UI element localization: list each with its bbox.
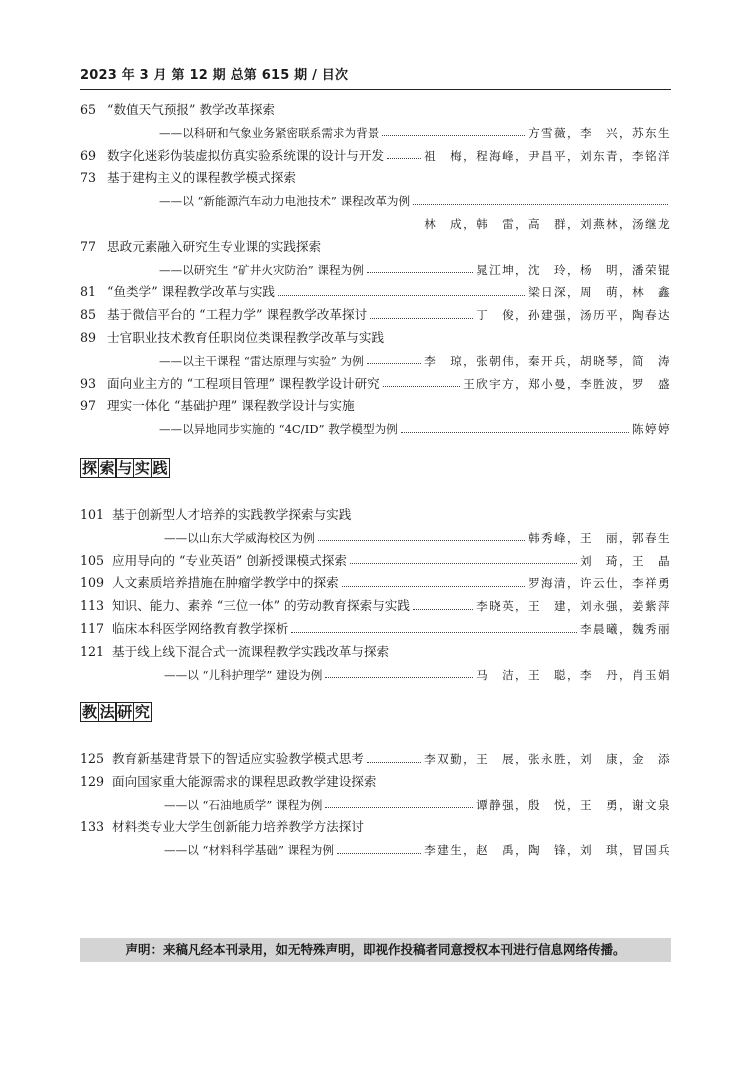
page-number: 97 bbox=[80, 398, 97, 414]
page-number: 113 bbox=[80, 598, 105, 614]
dot-leader bbox=[383, 386, 460, 387]
toc-entry bbox=[80, 305, 671, 325]
article-subtitle: ——以研究生 “矿井火灾防治” 课程为例 bbox=[159, 262, 364, 277]
article-title: 数字化迷彩伪装虚拟仿真实验系统课的设计与开发 bbox=[107, 147, 385, 163]
toc-entry bbox=[80, 282, 671, 302]
toc-entry bbox=[80, 505, 671, 525]
toc-entry bbox=[80, 573, 671, 593]
article-title: 基于微信平台的 “工程力学” 课程教学改革探讨 bbox=[107, 307, 368, 323]
dot-leader bbox=[325, 807, 473, 808]
article-authors: 陈婷婷 bbox=[632, 422, 671, 437]
article-authors: 李晓英，王 建，刘永强，姜紫萍 bbox=[476, 599, 671, 614]
toc-entry bbox=[80, 237, 671, 257]
page-number: 129 bbox=[80, 773, 105, 789]
article-authors: 梁日深，周 萌，林 鑫 bbox=[528, 285, 671, 300]
page-number: 77 bbox=[80, 238, 97, 254]
page-number: 125 bbox=[80, 751, 105, 766]
dot-leader bbox=[413, 204, 668, 205]
page-number: 117 bbox=[80, 621, 105, 636]
article-title: 思政元素融入研究生专业课的实践探索 bbox=[107, 238, 322, 254]
toc-entry-subtitle-row bbox=[80, 419, 671, 439]
section-heading-char: 教 bbox=[82, 703, 98, 721]
page-number: 105 bbox=[80, 552, 105, 568]
section-heading-char: 实 bbox=[134, 459, 150, 477]
dot-leader bbox=[367, 762, 421, 763]
toc-entry-subtitle-row bbox=[80, 528, 671, 548]
article-title: 材料类专业大学生创新能力培养教学方法探讨 bbox=[112, 819, 364, 835]
article-title: 基于建构主义的课程教学模式探索 bbox=[107, 170, 296, 186]
toc-entry-subtitle-row bbox=[80, 191, 671, 211]
article-authors: 祖 梅，程海峰，尹昌平，刘东青，李铭洋 bbox=[424, 148, 671, 163]
dot-leader bbox=[413, 609, 473, 610]
section-heading bbox=[80, 458, 168, 478]
page-number: 121 bbox=[80, 643, 105, 659]
toc-entry-subtitle-row bbox=[80, 123, 671, 143]
page-number: 93 bbox=[80, 375, 97, 391]
article-title: 人文素质培养措施在肿瘤学教学中的探索 bbox=[112, 575, 339, 591]
section-heading-char: 与 bbox=[117, 459, 133, 477]
dot-leader bbox=[370, 318, 473, 319]
article-subtitle: ——以 “材料科学基础” 课程为例 bbox=[164, 843, 334, 858]
page-number: 89 bbox=[80, 330, 97, 345]
article-title: 基于线上线下混合式一流课程教学实践改革与探索 bbox=[112, 643, 390, 659]
dot-leader bbox=[401, 432, 629, 433]
article-authors: 罗海清，许云仕，李祥勇 bbox=[528, 576, 671, 591]
toc-entry bbox=[80, 146, 671, 166]
section-heading-char: 践 bbox=[152, 459, 168, 477]
toc-entry bbox=[80, 100, 671, 120]
article-subtitle: ——以 “石油地质学” 课程为例 bbox=[164, 797, 323, 812]
page-number: 65 bbox=[80, 102, 97, 117]
toc-entry-subtitle-row bbox=[80, 665, 671, 685]
section-heading bbox=[80, 702, 151, 722]
dot-leader bbox=[318, 540, 525, 541]
article-authors: 谭静强，殷 悦，王 勇，谢文泉 bbox=[476, 797, 671, 812]
article-subtitle: ——以 “新能源汽车动力电池技术” 课程改革为例 bbox=[159, 194, 411, 209]
dot-leader bbox=[342, 586, 525, 587]
toc-entry-subtitle-row bbox=[80, 260, 671, 280]
toc-entry-subtitle-row bbox=[80, 795, 671, 815]
toc-entry bbox=[80, 551, 671, 571]
article-subtitle: ——以科研和气象业务紧密联系需求为背景 bbox=[159, 125, 380, 140]
article-title: 应用导向的 “专业英语” 创新授课模式探索 bbox=[112, 552, 347, 568]
toc-entry-subtitle-row bbox=[80, 840, 671, 860]
toc-entry bbox=[80, 374, 671, 394]
page-number: 109 bbox=[80, 575, 105, 591]
toc-entry bbox=[80, 396, 671, 416]
article-title: 教育新基建背景下的智适应实验教学模式思考 bbox=[112, 751, 364, 766]
section-heading-char: 研 bbox=[117, 703, 133, 721]
article-authors: 刘 琦，王 晶 bbox=[580, 553, 671, 568]
dot-leader bbox=[291, 632, 577, 633]
page-number: 69 bbox=[80, 147, 97, 163]
header-rule bbox=[80, 89, 671, 90]
toc-entry bbox=[80, 817, 671, 837]
toc-entry bbox=[80, 168, 671, 188]
article-subtitle: ——以山东大学威海校区为例 bbox=[164, 530, 315, 545]
article-authors: 王欣宇方，郑小曼，李胜波，罗 盛 bbox=[463, 376, 671, 391]
article-authors: 马 洁，王 聪，李 丹，肖玉娟 bbox=[476, 667, 671, 682]
article-title: 士官职业技术教育任职岗位类课程教学改革与实践 bbox=[107, 330, 385, 345]
article-authors: 李 琼，张朝伟，秦开兵，胡晓琴，简 涛 bbox=[424, 353, 671, 368]
page-number: 101 bbox=[80, 507, 105, 522]
article-subtitle: ——以主干课程 “雷达原理与实验” 为例 bbox=[159, 353, 364, 368]
toc-entry-subtitle-row bbox=[80, 351, 671, 371]
toc-entry bbox=[80, 619, 671, 639]
dot-leader bbox=[367, 363, 421, 364]
article-title: 基于创新型人才培养的实践教学探索与实践 bbox=[112, 507, 352, 522]
article-authors: 李建生，赵 禹，陶 锋，刘 琪，冒国兵 bbox=[424, 843, 671, 858]
page-number: 133 bbox=[80, 819, 105, 835]
running-header: 2023 年 3 月 第 12 期 总第 615 期 / 目次 bbox=[80, 68, 349, 83]
dot-leader bbox=[278, 295, 525, 296]
dot-leader bbox=[382, 135, 525, 136]
article-title: 知识、能力、素养 “三位一体” 的劳动教育探索与实践 bbox=[112, 598, 410, 614]
page-number: 85 bbox=[80, 307, 97, 323]
article-title: “数值天气预报” 教学改革探索 bbox=[107, 102, 276, 117]
article-authors: 丁 俊，孙建强，汤历平，陶春达 bbox=[476, 308, 671, 323]
section-heading-char: 法 bbox=[99, 703, 115, 721]
toc-entry bbox=[80, 642, 671, 662]
dot-leader bbox=[367, 272, 473, 273]
section-heading-char: 究 bbox=[134, 703, 150, 721]
dot-leader bbox=[387, 158, 421, 159]
page-number: 81 bbox=[80, 284, 97, 300]
dot-leader bbox=[350, 563, 577, 564]
toc-entry bbox=[80, 328, 671, 348]
page-number: 73 bbox=[80, 170, 97, 186]
copyright-notice: 声明：来稿凡经本刊录用，如无特殊声明，即视作投稿者同意授权本刊进行信息网络传播。 bbox=[80, 938, 671, 962]
article-subtitle: ——以异地同步实施的 “4C/ID” 教学模型为例 bbox=[159, 422, 398, 437]
dot-leader bbox=[337, 853, 421, 854]
article-authors: 林 成，韩 雷，高 群，刘燕林，汤继龙 bbox=[424, 217, 671, 231]
toc-entry bbox=[80, 772, 671, 792]
article-authors: 李双勤，王 展，张永胜，刘 康，金 添 bbox=[424, 752, 671, 766]
article-authors: 晁江坤，沈 玲，杨 明，潘荣锟 bbox=[476, 262, 671, 277]
toc-entry bbox=[80, 749, 671, 769]
section-heading-char: 索 bbox=[99, 459, 115, 477]
dot-leader bbox=[325, 677, 473, 678]
article-title: 临床本科医学网络教育教学探析 bbox=[112, 621, 289, 636]
article-title: 面向业主方的 “工程项目管理” 课程教学设计研究 bbox=[107, 375, 380, 391]
toc-entry bbox=[80, 596, 671, 616]
article-authors: 方雪薇，李 兴，苏东生 bbox=[528, 125, 671, 140]
article-authors: 李晨曦，魏秀丽 bbox=[580, 622, 671, 636]
article-title: 理实一体化 “基础护理” 课程教学设计与实施 bbox=[107, 398, 355, 414]
section-heading-char: 探 bbox=[82, 459, 98, 477]
toc-entry-author-row bbox=[80, 214, 671, 234]
article-title: 面向国家重大能源需求的课程思政教学建设探索 bbox=[112, 773, 377, 789]
article-subtitle: ——以 “儿科护理学” 建设为例 bbox=[164, 667, 323, 682]
article-authors: 韩秀峰，王 丽，郭春生 bbox=[528, 530, 671, 545]
article-title: “鱼类学” 课程教学改革与实践 bbox=[107, 284, 276, 300]
